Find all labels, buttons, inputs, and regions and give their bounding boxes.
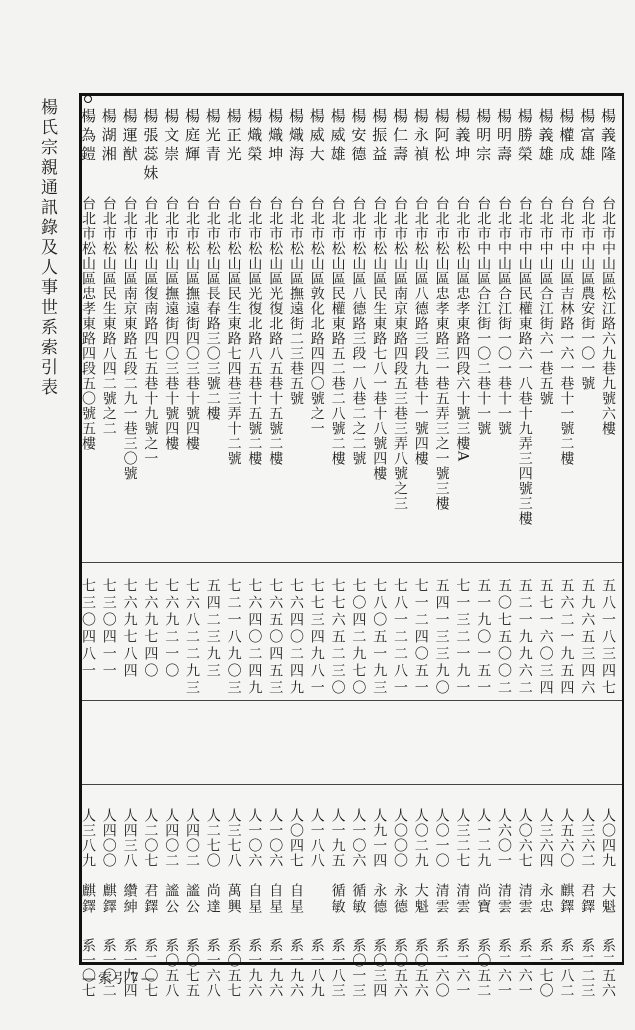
member-address: 台北市松山區民生東路八四二號之二 bbox=[100, 196, 117, 436]
table-column bbox=[326, 108, 348, 998]
member-generation: 人〇四七 bbox=[288, 808, 304, 868]
member-generation: 人九一四 bbox=[371, 808, 388, 868]
member-father: 謐公 bbox=[184, 883, 200, 915]
member-name: 楊義隆 bbox=[599, 108, 617, 165]
member-phone: 七六九七八四 bbox=[121, 578, 138, 680]
member-father: 謐公 bbox=[163, 883, 180, 915]
table-column bbox=[138, 108, 160, 998]
table-column bbox=[367, 108, 389, 998]
member-phone: 五七一六〇三四 bbox=[537, 578, 554, 697]
member-address: 台北市松山區民生東路七八一巷十八號四樓 bbox=[371, 196, 388, 481]
member-father: 永忠 bbox=[537, 883, 554, 915]
member-name: 楊明宗 bbox=[474, 108, 493, 165]
member-father: 君鐸 bbox=[142, 883, 159, 915]
member-generation: 人〇六七 bbox=[516, 808, 533, 868]
member-name: 楊威雄 bbox=[328, 108, 347, 165]
member-address: 台北市松山區南京東路四段五三巷三弄八號之三 bbox=[392, 196, 408, 511]
member-phone: 五四二三九三 bbox=[204, 578, 221, 680]
member-father: 循敏 bbox=[329, 883, 346, 915]
member-relation: 系二六一 bbox=[516, 938, 533, 998]
member-relation: 系一〇七 bbox=[80, 938, 96, 998]
corner-dot-icon bbox=[84, 95, 92, 103]
member-generation: 人一〇六 bbox=[246, 808, 263, 868]
member-phone: 七三〇四一一 bbox=[100, 578, 117, 680]
member-phone: 七六九七四〇 bbox=[142, 578, 159, 680]
member-phone: 七三〇四八一 bbox=[80, 578, 96, 680]
member-phone: 七六九二一〇 bbox=[163, 578, 180, 680]
member-generation: 人二〇七 bbox=[142, 808, 159, 868]
member-generation: 人一八八 bbox=[308, 808, 325, 868]
member-father: 大魁 bbox=[412, 883, 429, 915]
member-relation: 系一七〇 bbox=[537, 938, 554, 998]
member-relation: 系〇五七 bbox=[225, 938, 242, 998]
member-father: 麒鐸 bbox=[558, 883, 575, 915]
member-name: 楊光青 bbox=[203, 108, 222, 165]
table-column bbox=[492, 108, 514, 998]
table-column bbox=[471, 108, 493, 998]
member-address: 台北市松山區長春路三〇三號二樓 bbox=[204, 196, 221, 421]
member-phone: 七六四〇二四九 bbox=[288, 578, 304, 697]
table-column bbox=[97, 108, 119, 998]
member-phone: 七六八二二九三 bbox=[184, 578, 200, 697]
table-column bbox=[450, 108, 472, 998]
member-name: 楊熾坤 bbox=[266, 108, 285, 165]
member-generation: 人〇一〇 bbox=[433, 808, 450, 868]
member-father: 尚寶 bbox=[475, 883, 492, 915]
member-father: 自星 bbox=[288, 883, 304, 915]
member-generation: 人四〇二 bbox=[184, 808, 200, 868]
member-address: 台北市松山區八德路三段九巷十一號四樓 bbox=[412, 196, 429, 466]
member-name: 楊富雄 bbox=[578, 108, 597, 165]
table-column bbox=[180, 108, 202, 998]
member-name: 楊文崇 bbox=[162, 108, 181, 165]
member-relation: 系一八二 bbox=[558, 938, 575, 998]
member-generation: 人四〇二 bbox=[163, 808, 180, 868]
member-phone: 五一九〇一五一 bbox=[475, 578, 492, 697]
member-address: 台北市松山區民生東路七四巷三弄十二號 bbox=[225, 196, 242, 466]
table-column bbox=[263, 108, 285, 998]
member-phone: 五六二一九五四 bbox=[558, 578, 575, 697]
member-name: 楊威大 bbox=[307, 108, 326, 165]
table-column bbox=[346, 108, 368, 998]
member-generation: 人三八九 bbox=[80, 808, 96, 868]
member-address: 台北市松山區忠孝東路四段六十號三樓A bbox=[454, 196, 471, 463]
member-name: 楊安德 bbox=[349, 108, 368, 165]
member-generation: 人〇四九 bbox=[600, 808, 616, 868]
member-name: 楊運猷 bbox=[120, 108, 139, 165]
member-relation: 系〇七五 bbox=[184, 938, 200, 998]
member-name: 楊阿松 bbox=[432, 108, 451, 165]
member-address: 台北市中山區農安街一〇一號 bbox=[579, 196, 596, 391]
member-name: 楊正光 bbox=[224, 108, 243, 165]
member-address: 台北市中山區合江街一〇一巷十一號 bbox=[496, 196, 512, 436]
table-column bbox=[409, 108, 431, 998]
member-generation: 人〇二九 bbox=[412, 808, 429, 868]
member-phone: 七六四〇二四九 bbox=[246, 578, 263, 697]
member-father: 清雲 bbox=[433, 883, 450, 915]
member-father: 自星 bbox=[246, 883, 263, 915]
member-address: 台北市松山區南京東路五段二九一巷三〇號 bbox=[121, 196, 138, 481]
member-address: 台北市中山區合江街六一巷五號 bbox=[537, 196, 554, 406]
member-relation: 系二六〇 bbox=[433, 938, 450, 998]
member-phone: 七八〇五一九三 bbox=[371, 578, 388, 697]
member-father: 循敏 bbox=[350, 883, 367, 915]
table-column bbox=[554, 108, 576, 998]
member-generation: 人六〇一 bbox=[496, 808, 512, 868]
member-relation: 系二五六 bbox=[600, 938, 616, 998]
member-father: 永德 bbox=[392, 883, 408, 915]
member-address: 台北市松山區撫遠街四〇三巷十號四樓 bbox=[163, 196, 180, 451]
member-father: 君鐸 bbox=[579, 883, 596, 915]
member-address: 台北市中山區合江街一〇二巷十一號 bbox=[475, 196, 492, 436]
side-title: 楊氏宗親通訊錄及人事世系索引表 bbox=[37, 98, 57, 398]
member-generation: 人五六〇 bbox=[558, 808, 575, 868]
member-name: 楊湖湘 bbox=[99, 108, 118, 165]
member-address: 台北市松山區光復北路八五巷十五號二樓 bbox=[267, 196, 284, 466]
member-phone: 五〇七五〇〇二 bbox=[496, 578, 512, 697]
member-name: 楊明壽 bbox=[495, 108, 513, 165]
member-father: 尚達 bbox=[204, 883, 221, 915]
member-phone: 七〇四二九七〇 bbox=[350, 578, 367, 697]
member-address: 台北市松山區忠孝東路三一巷五弄三之一號三樓 bbox=[433, 196, 450, 511]
member-address: 台北市中山區吉林路一六一巷十一號二樓 bbox=[558, 196, 575, 466]
member-generation: 人三七八 bbox=[225, 808, 242, 868]
member-phone: 五八一八三四七 bbox=[600, 578, 616, 697]
member-father: 大魁 bbox=[600, 883, 616, 915]
table-column bbox=[201, 108, 223, 998]
member-name: 楊庭輝 bbox=[183, 108, 201, 165]
member-relation: 系一九六 bbox=[267, 938, 284, 998]
member-relation: 系〇五二 bbox=[475, 938, 492, 998]
member-relation: 系〇五八 bbox=[163, 938, 180, 998]
member-relation: 系一六八 bbox=[204, 938, 221, 998]
member-phone: 七一三二一九一 bbox=[454, 578, 471, 697]
member-generation: 人二七〇 bbox=[204, 808, 221, 868]
member-relation: 系〇五六 bbox=[392, 938, 408, 998]
member-relation: 系二二三 bbox=[579, 938, 596, 998]
member-name: 楊義雄 bbox=[536, 108, 555, 165]
member-generation: 人一〇六 bbox=[350, 808, 367, 868]
member-phone: 七一二四〇五一 bbox=[412, 578, 429, 697]
table-column bbox=[388, 108, 410, 998]
member-father: 清雲 bbox=[454, 883, 471, 915]
member-name: 楊振益 bbox=[370, 108, 389, 165]
member-generation: 人三六二 bbox=[579, 808, 596, 868]
member-phone: 五四一三三九〇 bbox=[433, 578, 450, 697]
member-relation: 系一〇二 bbox=[100, 938, 117, 998]
member-address: 台北市松山區忠孝東路四段五〇號五樓 bbox=[80, 196, 96, 451]
member-relation: 系一八九 bbox=[308, 938, 325, 998]
member-name: 楊永禎 bbox=[411, 108, 430, 165]
member-phone: 七七六五二三〇 bbox=[329, 578, 346, 697]
member-phone: 七二一八九〇三 bbox=[225, 578, 242, 697]
member-name: 楊為鎧 bbox=[79, 108, 97, 165]
member-name: 楊仁壽 bbox=[391, 108, 409, 165]
member-address: 台北市松山區光復北路八五巷十五號二樓 bbox=[246, 196, 263, 466]
member-name: 楊熾榮 bbox=[245, 108, 264, 165]
member-generation: 人三六四 bbox=[537, 808, 554, 868]
table-column bbox=[118, 108, 140, 998]
member-address: 台北市松山區敦化北路四四〇號之一 bbox=[308, 196, 325, 436]
member-phone: 七七三四九八一 bbox=[308, 578, 325, 697]
member-relation: 系一九四 bbox=[121, 938, 138, 998]
table-column bbox=[575, 108, 597, 998]
member-phone: 五二一九九六二 bbox=[516, 578, 533, 697]
member-name: 楊熾海 bbox=[287, 108, 305, 165]
member-father: 清雲 bbox=[516, 883, 533, 915]
member-generation: 人一〇六 bbox=[267, 808, 284, 868]
member-address: 台北市中山區民權東路六一八巷十九弄三四號三樓 bbox=[516, 196, 533, 526]
table-column bbox=[222, 108, 244, 998]
table-column bbox=[284, 108, 306, 998]
member-father: 麒鐸 bbox=[80, 883, 96, 915]
member-relation: 系一八三 bbox=[329, 938, 346, 998]
member-father: 纘紳 bbox=[121, 883, 138, 915]
member-name: 楊義坤 bbox=[453, 108, 472, 165]
member-generation: 人四〇〇 bbox=[100, 808, 117, 868]
member-phone: 五九六五三四六 bbox=[579, 578, 596, 697]
table-column bbox=[76, 108, 98, 998]
member-father: 萬興 bbox=[225, 883, 242, 915]
member-phone: 七八一二二八一 bbox=[392, 578, 408, 697]
page-footer: —索引7— bbox=[82, 971, 157, 987]
member-generation: 人一九五 bbox=[329, 808, 346, 868]
member-name: 楊張蕊妹 bbox=[141, 108, 160, 184]
member-address: 台北市松山區八德路三段一八巷二之二號 bbox=[350, 196, 367, 466]
member-phone: 七六五〇四五三 bbox=[267, 578, 284, 697]
member-relation: 系二〇七 bbox=[142, 938, 159, 998]
member-father: 自星 bbox=[267, 883, 284, 915]
member-father: 永德 bbox=[371, 883, 388, 915]
member-generation: 人三二七 bbox=[454, 808, 471, 868]
table-column bbox=[242, 108, 264, 998]
table-column bbox=[159, 108, 181, 998]
member-relation: 系一九六 bbox=[246, 938, 263, 998]
member-relation: 系一九六 bbox=[288, 938, 304, 998]
member-relation: 系二六一 bbox=[454, 938, 471, 998]
member-name: 楊勝榮 bbox=[515, 108, 534, 165]
member-relation: 系二六一 bbox=[496, 938, 512, 998]
member-relation: 系〇一三 bbox=[350, 938, 367, 998]
table-column bbox=[305, 108, 327, 998]
table-column bbox=[596, 108, 618, 998]
member-generation: 人一二九 bbox=[475, 808, 492, 868]
member-relation: 系〇三四 bbox=[371, 938, 388, 998]
table-column bbox=[513, 108, 535, 998]
member-father: 清雲 bbox=[496, 883, 512, 915]
table-column bbox=[534, 108, 556, 998]
member-name: 楊權成 bbox=[557, 108, 576, 165]
member-address: 台北市松山區撫遠街四〇三巷十號四樓 bbox=[184, 196, 200, 451]
member-address: 台北市松山區復南路四七五巷十九號之一 bbox=[142, 196, 159, 466]
table-column bbox=[430, 108, 452, 998]
member-generation: 人四三八 bbox=[121, 808, 138, 868]
member-relation: 系〇五六 bbox=[412, 938, 429, 998]
member-address: 台北市松山區撫遠街二三巷五號 bbox=[288, 196, 304, 406]
member-address: 台北市中山區松江路六九巷九號六樓 bbox=[600, 196, 616, 436]
member-generation: 人〇〇〇 bbox=[392, 808, 408, 868]
member-address: 台北市松山區民權東路五二巷二八號二樓 bbox=[329, 196, 346, 466]
member-father: 麒鐸 bbox=[100, 883, 117, 915]
